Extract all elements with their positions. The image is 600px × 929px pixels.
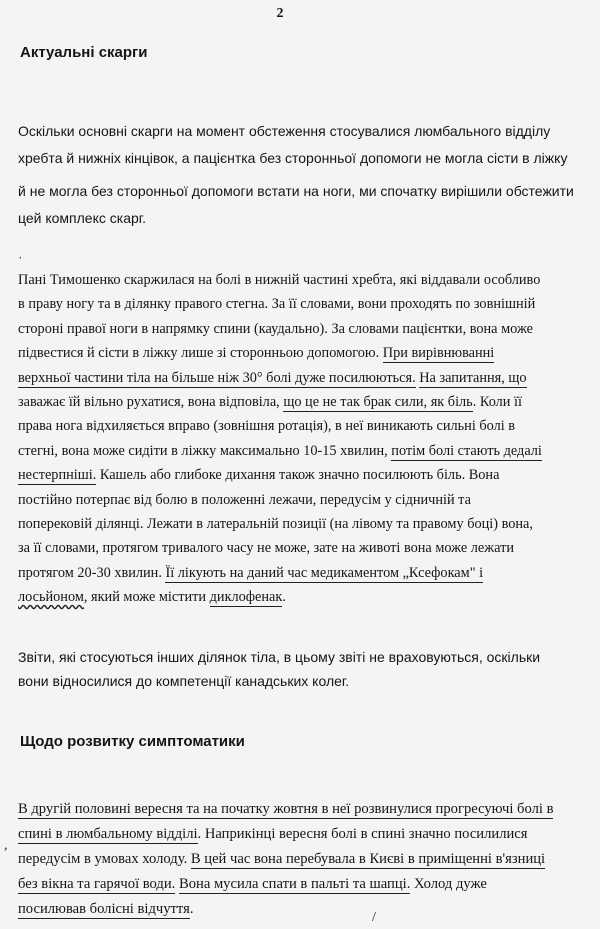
paragraph-complaints-detail <box>18 268 588 610</box>
text-run: заважає їй вільно рухатися, вона відповіла, <box>18 394 280 411</box>
wavy-underlined-text: лосьйоном <box>18 589 84 606</box>
paragraph-line: вони відносилися до компетенції канадських колег. <box>18 673 350 690</box>
pen-tick-mark: , <box>4 838 8 853</box>
underlined-text: При вирівнюванні <box>382 345 495 362</box>
paragraph-line <box>18 366 588 390</box>
paragraph-line <box>18 872 588 897</box>
underlined-text: В цей час вона перебувала в Києві в приміщенні в'язниці <box>190 851 546 867</box>
underlined-text: спині в люмбальному відділі <box>18 826 198 842</box>
underlined-text: посилював болісні відчуття <box>18 901 190 917</box>
paragraph-line: стороні правої ноги в напрямку спини (каудально). За словами пацієнтки, вона може <box>18 320 533 337</box>
paragraph-line <box>18 797 588 822</box>
paragraph-line: в праву ногу та в ділянку правого стегна. За її словами, вони проходять по зовнішній <box>18 296 536 313</box>
text-run: передусім в умовах холоду. <box>18 851 188 867</box>
paragraph-symptom-development <box>18 797 588 922</box>
underlined-text: диклофенак <box>209 589 283 606</box>
text-run: . Наприкінці вересня болі в спині значно посилилися <box>197 826 528 842</box>
paragraph-other-reports <box>18 645 588 694</box>
text-run: . Коли її <box>472 394 522 411</box>
section-heading-symptoms: Щодо розвитку симптоматики <box>20 733 245 750</box>
text-run: підвестися й сісти в ліжку лише зі сторонньою допомогою. <box>18 345 380 362</box>
paragraph-line <box>18 439 588 463</box>
underlined-text: без вікна та гарячої води. <box>18 876 176 892</box>
paragraph-line: за її словами, протягом тривалого часу не може, зате на животі вона може лежати <box>18 540 514 557</box>
paragraph-line <box>18 561 588 585</box>
paragraph-line <box>18 341 588 365</box>
underlined-text: верхньої частини тіла на більше ніж 30° болі дуже посилюються. <box>18 369 416 386</box>
underlined-text: нестерпніші. <box>18 467 97 484</box>
paragraph-line <box>18 897 588 922</box>
paragraph-line <box>18 390 588 414</box>
text-run: протягом 20-30 хвилин. <box>18 564 162 581</box>
text-run: , який може містити <box>83 589 207 606</box>
paragraph-line <box>18 822 588 847</box>
paragraph-line <box>18 847 588 872</box>
paragraph-line: й не могла без сторонньої допомоги встати на ноги, ми спочатку вирішили обстежити <box>18 183 574 199</box>
paragraph-line <box>18 463 588 487</box>
paragraph-line: Оскільки основні скарги на момент обстеження стосувалися люмбального відділу <box>18 123 551 139</box>
underlined-text: що це не так брак сили, як біль <box>283 394 473 411</box>
paragraph-line: постійно потерпає від болю в положенні лежачи, передусім у сідничній та <box>18 491 471 508</box>
text-run: . <box>189 901 194 917</box>
underlined-text: Вона мусила спати в пальті та шапці. <box>178 876 411 892</box>
section-heading-complaints: Актуальні скарги <box>20 44 148 61</box>
text-run: Холод дуже <box>410 876 487 892</box>
paragraph-intro <box>18 118 588 232</box>
underlined-text: В другій половині вересня та на початку жовтня в неї розвинулися прогресуючі болі в <box>18 801 554 817</box>
paragraph-line: цей комплекс скарг. <box>18 210 147 226</box>
pen-dot-mark: ˙ <box>18 255 23 270</box>
page-number: 2 <box>276 6 284 21</box>
underlined-text: потім болі стають дедалі <box>391 442 542 459</box>
text-run: Кашель або глибоке дихання також значно посилюють біль. Вона <box>96 467 500 484</box>
paragraph-line: Пані Тимошенко скаржилася на болі в нижній частині хребта, які віддавали особливо <box>18 272 541 288</box>
text-run: . <box>282 589 286 606</box>
paragraph-line: Звіти, які стосуються інших ділянок тіла, в цьому звіті не враховуються, оскільки <box>18 649 541 665</box>
paragraph-line: хребта й нижніх кінцівок, а пацієнтка без сторонньої допомоги не могла сісти в ліжку <box>18 150 568 166</box>
underlined-text: Її лікують на даний час медикаментом „Ксефокам" і <box>165 564 484 581</box>
pen-stroke-mark: / <box>372 910 376 925</box>
paragraph-line: права нога відхиляється вправо (зовнішня ротація), в неї виникають сильні болі в <box>18 418 516 435</box>
text-run: стегні, вона може сидіти в ліжку максимально 10-15 хвилин, <box>18 442 388 459</box>
paragraph-line: поперековій ділянці. Лежати в латеральній позиції (на лівому та правому боці) вона, <box>18 516 533 533</box>
paragraph-line <box>18 585 588 609</box>
underlined-text: На запитання, що <box>419 369 527 386</box>
